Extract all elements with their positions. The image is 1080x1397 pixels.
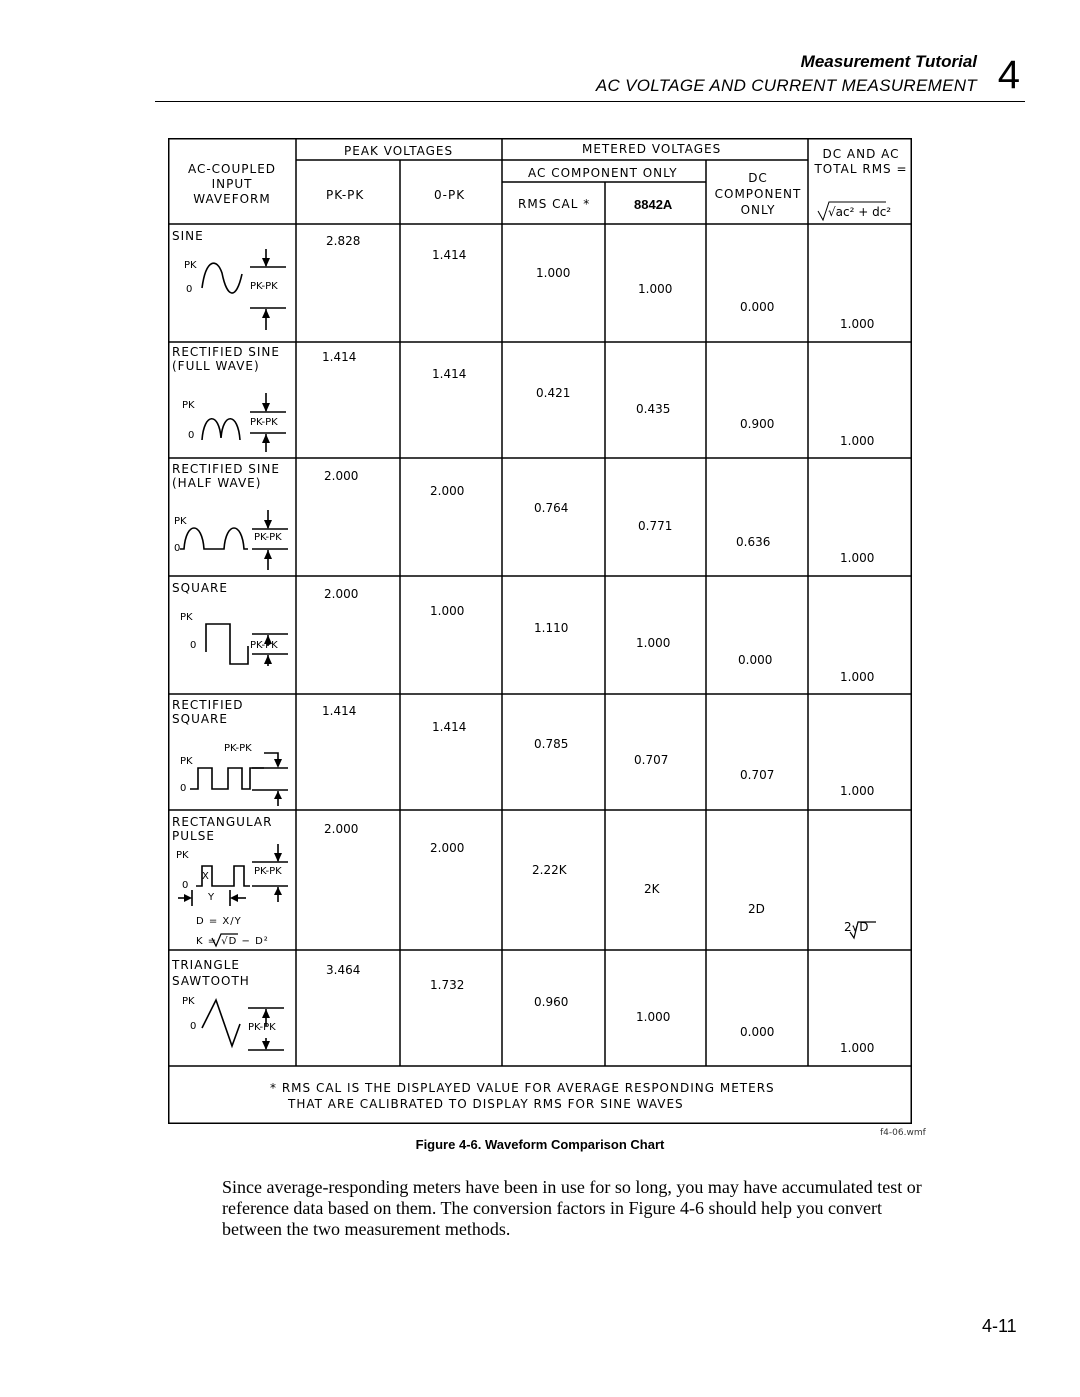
row-label-square: SQUARE <box>172 581 228 595</box>
cell-full-total: 1.000 <box>840 434 875 448</box>
waveform-comparison-chart: AC-COUPLED INPUT WAVEFORM PEAK VOLTAGES PK-PK 0-PK METERED VOLTAGES AC COMPONENT ONLY RMS CAL * 8842A DC COMPONENT ONLY DC AND AC TOTAL RMS = √ac² + dc² SINE PK 0 PK-PK 2.828 1.414 1.000 1.000 0.000 1.000 RECTIFIED SINE (FULL WAVE) PK 0 PK-PK 1.414 1.414 0.421 0.435 0.900 1.000 RECTIFIED SINE (HALF WAVE) PK 0 PK-PK 2.000 2.000 0.764 0.771 0.636 1.000 SQUARE PK 0 PK-PK 2.000 1.000 1.110 1.000 0.000 1.000 RECTIFIED SQUARE PK-PK PK 0 1.414 1.414 0.785 0.707 0.707 1.000 RECTANGULAR PULSE PK 0 X PK-PK Y D = X/Y K = √D − D² 2.000 2.000 2.22K 2K 2D 2√D TRIANGLE SAWTOOTH PK 0 PK-PK 3.464 1.732 0.960 1.000 0.000 1.000 * RMS CAL IS THE DISPLAYED VALUE FOR AVERAGE RESPONDING METERS THAT ARE CALIBRATED TO DISPLAY RMS FOR SINE WAVES <box>168 138 912 1124</box>
cell-pulse-model: 2K <box>644 882 660 896</box>
cell-rsq-pkpk: 1.414 <box>322 704 357 718</box>
chapter-number: 4 <box>997 53 1020 97</box>
cell-tri-opk: 1.732 <box>430 978 465 992</box>
section-title: Measurement Tutorial <box>800 52 977 71</box>
row-label-half-wave: RECTIFIED SINE (HALF WAVE) <box>172 462 280 490</box>
col-group-peak: PEAK VOLTAGES <box>344 144 454 158</box>
cell-square-rmscal: 1.110 <box>534 621 569 635</box>
chart-footnote: * RMS CAL IS THE DISPLAYED VALUE FOR AVERAGE RESPONDING METERS THAT ARE CALIBRATED TO DISPLAY RMS FOR SINE WAVES <box>270 1081 775 1111</box>
cell-sine-rmscal: 1.000 <box>536 266 571 280</box>
cell-sine-pkpk: 2.828 <box>326 234 361 248</box>
row-label-sine: SINE <box>172 229 204 243</box>
cell-rsq-total: 1.000 <box>840 784 875 798</box>
page-number: 4-11 <box>982 1316 1017 1336</box>
col-group-metered: METERED VOLTAGES <box>582 142 722 156</box>
cell-pulse-opk: 2.000 <box>430 841 465 855</box>
cell-full-dc: 0.900 <box>740 417 775 431</box>
cell-square-pkpk: 2.000 <box>324 587 359 601</box>
cell-tri-dc: 0.000 <box>740 1025 775 1039</box>
cell-tri-rmscal: 0.960 <box>534 995 569 1009</box>
col-header-ac-only: AC COMPONENT ONLY <box>528 166 678 180</box>
cell-half-total: 1.000 <box>840 551 875 565</box>
cell-rsq-dc: 0.707 <box>740 768 775 782</box>
cell-full-rmscal: 0.421 <box>536 386 571 400</box>
cell-half-dc: 0.636 <box>736 535 771 549</box>
running-header <box>155 52 1025 102</box>
cell-pulse-pkpk: 2.000 <box>324 822 359 836</box>
cell-sine-model: 1.000 <box>638 282 673 296</box>
row-label-rectangular-pulse: RECTANGULAR PULSE <box>172 815 273 843</box>
col-header-pkpk: PK-PK <box>326 188 365 202</box>
cell-sine-opk: 1.414 <box>432 248 467 262</box>
cell-sine-dc: 0.000 <box>740 300 775 314</box>
col-header-rms-cal: RMS CAL * <box>518 197 591 211</box>
header-rule <box>155 101 1025 102</box>
cell-square-total: 1.000 <box>840 670 875 684</box>
cell-tri-pkpk: 3.464 <box>326 963 361 977</box>
subsection-title: AC VOLTAGE AND CURRENT MEASUREMENT <box>595 76 977 95</box>
cell-full-opk: 1.414 <box>432 367 467 381</box>
cell-rsq-model: 0.707 <box>634 753 669 767</box>
cell-tri-model: 1.000 <box>636 1010 671 1024</box>
cell-pulse-total: 2√D <box>844 920 869 934</box>
row-label-triangle: TRIANGLE SAWTOOTH <box>172 958 250 988</box>
row-label-full-wave: RECTIFIED SINE (FULL WAVE) <box>172 345 280 373</box>
cell-pulse-dc: 2D <box>748 902 765 916</box>
body-paragraph: Since average-responding meters have been in use for so long, you may have accumulated test or reference data based on them. The conversion factors in Figure 4-6 should help you convert between the two measurement methods. <box>222 1177 922 1239</box>
col-header-total: DC AND AC TOTAL RMS = <box>814 147 908 176</box>
cell-square-model: 1.000 <box>636 636 671 650</box>
col-header-waveform: AC-COUPLED INPUT WAVEFORM <box>187 162 277 206</box>
cell-rsq-rmscal: 0.785 <box>534 737 569 751</box>
rectangular-pulse-icon <box>178 844 876 946</box>
rectified-square-icon <box>190 753 288 806</box>
cell-sine-total: 1.000 <box>840 317 875 331</box>
cell-half-model: 0.771 <box>638 519 673 533</box>
col-header-formula: √ac² + dc² <box>828 205 892 219</box>
row-label-rectified-square: RECTIFIED SQUARE <box>172 698 244 726</box>
cell-half-rmscal: 0.764 <box>534 501 569 515</box>
cell-tri-total: 1.000 <box>840 1041 875 1055</box>
col-header-opk: 0-PK <box>434 188 466 202</box>
cell-pulse-rmscal: 2.22K <box>532 863 567 877</box>
cell-rsq-opk: 1.414 <box>432 720 467 734</box>
col-header-dc: DC COMPONENT ONLY <box>714 171 802 217</box>
cell-full-model: 0.435 <box>636 402 671 416</box>
col-header-model: 8842A <box>634 197 673 212</box>
figure-filename: f4-06.wmf <box>880 1128 926 1138</box>
cell-full-pkpk: 1.414 <box>322 350 357 364</box>
cell-square-dc: 0.000 <box>738 653 773 667</box>
cell-square-opk: 1.000 <box>430 604 465 618</box>
figure-caption: Figure 4-6. Waveform Comparison Chart <box>415 1137 665 1152</box>
cell-half-pkpk: 2.000 <box>324 469 359 483</box>
cell-half-opk: 2.000 <box>430 484 465 498</box>
